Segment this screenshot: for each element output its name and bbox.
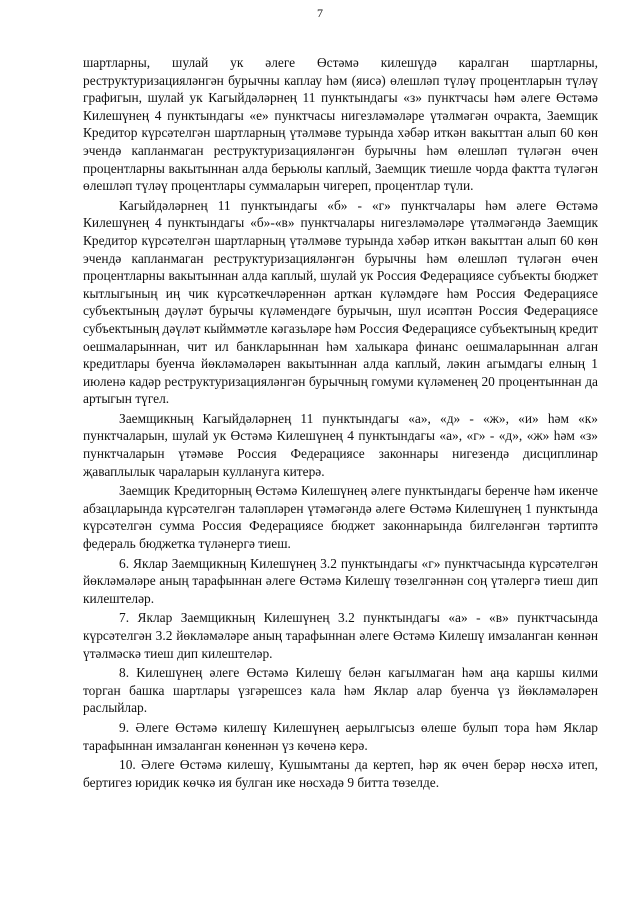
clause-6: 6. Яклар Заемщикның Килешүнең 3.2 пунктындагы «г» пунктчасында күрсәтелгән йөкләмәләре аның тарафыннан әлеге Өстәмә Килешү төзелгәннән соң үтәлергә тиеш дип килештеләр. (83, 555, 598, 606)
clause-8: 8. Килешүнең әлеге Өстәмә Килешү белән кагылмаган һәм аңа каршы килми торган башка шартлары үзгәрешсез кала һәм Яклар алар буенча үз йөкләмәләрен раслыйлар. (83, 665, 598, 716)
page-number: 7 (317, 6, 323, 20)
paragraph: Заемщикның Кагыйдәләрнең 11 пунктындагы «а», «д» - «ж», «и» һәм «к» пунктчаларын, шулай ук Өстәмә Килешүнең 4 пунктындагы «а», «г» - «д», «ж» һәм «з» пунктчаларын үтәмәве Россия Федерациясе законнары нигезендә дисциплинар җаваплылык чараларын кулланугa китерә. (83, 410, 598, 479)
paragraph-continuation: шартларны, шулай ук әлеге Өстәмә килешүдә каралган шартларны, реструктуризацияләнгән бурычны каплау һәм (яисә) өлешләп түләү процентларын түләү графигын, шулай ук Кагыйдәләрнең 11 пунктындагы «з» пунктчасы һәм әлеге Өстәмә Килешүнең 4 пунктындагы «е» пунктчасы нигезләмәләре үтәлмәгән очракта, Заемщик Кредитор күрсәтелгән шартларның үтәлмәве турында хәбәр иткән вакыттан алып 60 көн эчендә капланмаган реструктуризацияләнгән бурычны һәм өлешләп түләгән өчен процентларны вакытыннан алда берьюлы каплый, Заемщик тиешле чорда фактта түләгән өлешләп түләү процентлары суммаларын чигереп, процентлар түли. (83, 55, 598, 194)
clause-9: 9. Әлеге Өстәмә килешү Килешүнең аерылгысыз өлеше булып тора һәм Яклар тарафыннан имзаланган көненнән үз көченә керә. (83, 719, 598, 753)
paragraph: Кагыйдәләрнең 11 пунктындагы «б» - «г» пунктчалары һәм әлеге Өстәмә Килешүнең 4 пунктындагы «б»-«в» пунктчалары нигезләмәләре үтәлмәгәндә Заемщик Кредитор күрсәтелгән шартларның үтәлмәве турында хәбәр иткән вакыттан алып 60 көн эчендә капланмаган реструктуризацияләнгән бурычны һәм өлешләп түләгән өчен процентларны вакытыннан алда каплый, шулай ук Россия Федерациясе субъекты бюджет кытлыгының иң чик күрсәткечләреннән арткан күләмдәге һәм Россия Федерациясе субъектының дәүләт бурычы күләмендәге бурычын, шул исәптән Россия Федерациясе субъектының дәүләт кыйммәтле кәгазьләре һәм Россия Федерациясе субъектының кредит оешмаларыннан, чит ил банкларыннан һәм халыкара финанс оешмаларыннан алган кредитлары буенча йөкләмәләрен вакытыннан алда каплый, ләкин агымдагы елның 1 июленә кадәр реструктуризацияләнгән бурычның гомуми күләменең 20 процентыннан да артыгын түгел. (83, 197, 598, 407)
document-body (83, 54, 598, 791)
paragraph: Заемщик Кредиторның Өстәмә Килешүнең әлеге пунктындагы беренче һәм икенче абзацларында күрсәтелгән таләпләрен үтәмәгәндә әлеге Өстәмә Килешүнең 1 пунктында күрсәтелгән сумма Россия Федерациясе бюджет законнарында билгеләнгән тәртиптә федераль бюджетка түләнергә тиеш. (83, 483, 598, 552)
clause-7: 7. Яклар Заемщикның Килешүнең 3.2 пунктындагы «а» - «в» пунктчасында күрсәтелгән 3.2 йөкләмәләре аның тарафыннан әлеге Өстәмә Килешү имзаланган көннән үтәлмәскә тиеш дип килештеләр. (83, 610, 598, 661)
clause-10: 10. Әлеге Өстәмә килешү, Кушымтаны да кертеп, һәр як өчен берәр нөсхә итеп, бертигез юридик көчкә ия булган ике нөсхәдә 9 битта төзелде. (83, 757, 598, 790)
